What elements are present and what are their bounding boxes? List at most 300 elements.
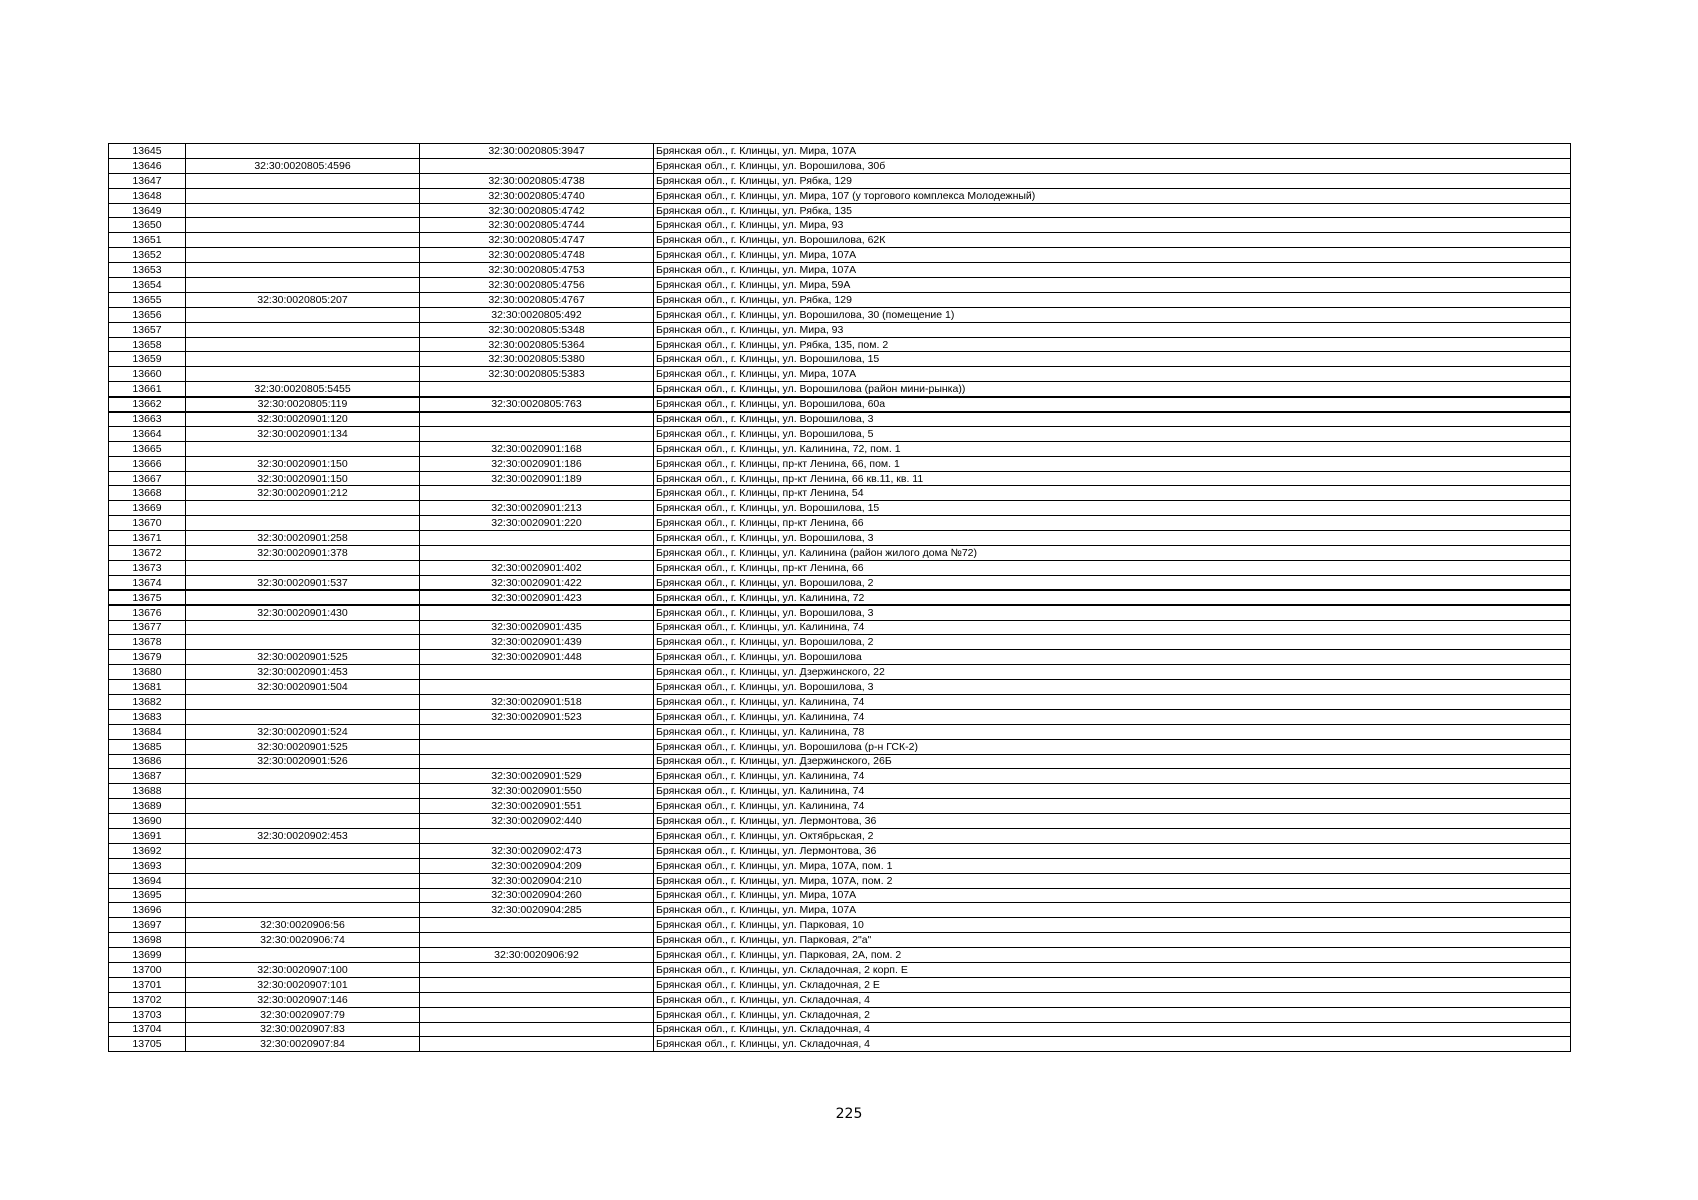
- cadastral-number-cell: [186, 307, 420, 322]
- address-cell: Брянская обл., г. Клинцы, ул. Парковая, 2А, пом. 2: [654, 948, 1571, 963]
- address-cell: Брянская обл., г. Клинцы, ул. Мира, 107А: [654, 144, 1571, 159]
- address-cell: Брянская обл., г. Клинцы, ул. Ворошилова, 60а: [654, 397, 1571, 412]
- row-number-cell: 13658: [109, 337, 186, 352]
- table-row: [109, 799, 1571, 814]
- table-row: [109, 769, 1571, 784]
- cadastral-number-cell: 32:30:0020901:150: [186, 471, 420, 486]
- row-number-cell: 13702: [109, 992, 186, 1007]
- address-cell: Брянская обл., г. Клинцы, ул. Ворошилова (р-н ГСК-2): [654, 739, 1571, 754]
- address-cell: Брянская обл., г. Клинцы, ул. Калинина, 72, пом. 1: [654, 441, 1571, 456]
- table-row: [109, 471, 1571, 486]
- row-number-cell: 13687: [109, 769, 186, 784]
- address-cell: Брянская обл., г. Клинцы, ул. Ворошилова, 62К: [654, 233, 1571, 248]
- object-cadastral-number-cell: 32:30:0020805:5364: [420, 337, 654, 352]
- table-row: [109, 441, 1571, 456]
- object-cadastral-number-cell: [420, 828, 654, 843]
- table-row: [109, 456, 1571, 471]
- row-number-cell: 13652: [109, 248, 186, 263]
- address-cell: Брянская обл., г. Клинцы, ул. Складочная, 4: [654, 992, 1571, 1007]
- address-cell: Брянская обл., г. Клинцы, ул. Мира, 107А: [654, 367, 1571, 382]
- object-cadastral-number-cell: 32:30:0020805:3947: [420, 144, 654, 159]
- row-number-cell: 13685: [109, 739, 186, 754]
- table-row: [109, 337, 1571, 352]
- cadastral-number-cell: [186, 843, 420, 858]
- row-number-cell: 13661: [109, 382, 186, 397]
- row-number-cell: 13677: [109, 620, 186, 635]
- address-cell: Брянская обл., г. Клинцы, ул. Калинина, 74: [654, 799, 1571, 814]
- page-number: 225: [835, 1106, 863, 1122]
- row-number-cell: 13670: [109, 516, 186, 531]
- address-cell: Брянская обл., г. Клинцы, ул. Парковая, 10: [654, 918, 1571, 933]
- cadastral-number-cell: 32:30:0020907:83: [186, 1022, 420, 1037]
- object-cadastral-number-cell: 32:30:0020902:440: [420, 814, 654, 829]
- object-cadastral-number-cell: 32:30:0020901:448: [420, 650, 654, 665]
- address-cell: Брянская обл., г. Клинцы, ул. Складочная, 2 корп. Е: [654, 962, 1571, 977]
- address-cell: Брянская обл., г. Клинцы, ул. Мира, 107А: [654, 263, 1571, 278]
- row-number-cell: 13655: [109, 292, 186, 307]
- table-row: [109, 233, 1571, 248]
- row-number-cell: 13668: [109, 486, 186, 501]
- table-row: [109, 873, 1571, 888]
- table-row: [109, 278, 1571, 293]
- address-cell: Брянская обл., г. Клинцы, ул. Ворошилова, 15: [654, 501, 1571, 516]
- cadastral-number-cell: 32:30:0020902:453: [186, 828, 420, 843]
- object-cadastral-number-cell: [420, 933, 654, 948]
- object-cadastral-number-cell: 32:30:0020805:4748: [420, 248, 654, 263]
- table-row: [109, 635, 1571, 650]
- row-number-cell: 13646: [109, 158, 186, 173]
- table-row: [109, 918, 1571, 933]
- address-cell: Брянская обл., г. Клинцы, ул. Мира, 107А: [654, 248, 1571, 263]
- table-row: [109, 814, 1571, 829]
- address-cell: Брянская обл., г. Клинцы, ул. Мира, 107А: [654, 888, 1571, 903]
- object-cadastral-number-cell: 32:30:0020805:763: [420, 397, 654, 412]
- address-cell: Брянская обл., г. Клинцы, ул. Мира, 107А: [654, 903, 1571, 918]
- address-cell: Брянская обл., г. Клинцы, ул. Мира, 59А: [654, 278, 1571, 293]
- cadastral-number-cell: [186, 233, 420, 248]
- cadastral-number-cell: [186, 709, 420, 724]
- row-number-cell: 13645: [109, 144, 186, 159]
- row-number-cell: 13705: [109, 1037, 186, 1052]
- row-number-cell: 13663: [109, 412, 186, 427]
- address-cell: Брянская обл., г. Клинцы, ул. Ворошилова, 3: [654, 605, 1571, 620]
- address-cell: Брянская обл., г. Клинцы, пр-кт Ленина, 66 кв.11, кв. 11: [654, 471, 1571, 486]
- cadastral-number-cell: [186, 635, 420, 650]
- table-row: [109, 590, 1571, 605]
- object-cadastral-number-cell: 32:30:0020805:4740: [420, 188, 654, 203]
- table-row: [109, 173, 1571, 188]
- cadastral-number-cell: 32:30:0020901:150: [186, 456, 420, 471]
- object-cadastral-number-cell: [420, 680, 654, 695]
- row-number-cell: 13660: [109, 367, 186, 382]
- object-cadastral-number-cell: 32:30:0020901:402: [420, 560, 654, 575]
- cadastral-number-cell: [186, 367, 420, 382]
- object-cadastral-number-cell: [420, 918, 654, 933]
- address-cell: Брянская обл., г. Клинцы, ул. Лермонтова, 36: [654, 814, 1571, 829]
- address-cell: Брянская обл., г. Клинцы, ул. Калинина, 72: [654, 590, 1571, 605]
- address-cell: Брянская обл., г. Клинцы, ул. Ворошилова, 3: [654, 680, 1571, 695]
- cadastral-number-cell: [186, 337, 420, 352]
- table-row: [109, 144, 1571, 159]
- address-cell: Брянская обл., г. Клинцы, ул. Рябка, 129: [654, 292, 1571, 307]
- address-cell: Брянская обл., г. Клинцы, ул. Мира, 93: [654, 322, 1571, 337]
- table-row: [109, 322, 1571, 337]
- table-row: [109, 680, 1571, 695]
- table-row: [109, 188, 1571, 203]
- address-cell: Брянская обл., г. Клинцы, ул. Калинина (район жилого дома №72): [654, 546, 1571, 561]
- row-number-cell: 13697: [109, 918, 186, 933]
- row-number-cell: 13676: [109, 605, 186, 620]
- object-cadastral-number-cell: [420, 531, 654, 546]
- object-cadastral-number-cell: 32:30:0020901:523: [420, 709, 654, 724]
- row-number-cell: 13678: [109, 635, 186, 650]
- object-cadastral-number-cell: 32:30:0020904:209: [420, 858, 654, 873]
- table-row: [109, 724, 1571, 739]
- row-number-cell: 13665: [109, 441, 186, 456]
- object-cadastral-number-cell: 32:30:0020901:186: [420, 456, 654, 471]
- row-number-cell: 13669: [109, 501, 186, 516]
- table-row: [109, 263, 1571, 278]
- object-cadastral-number-cell: 32:30:0020901:213: [420, 501, 654, 516]
- table-row: [109, 903, 1571, 918]
- row-number-cell: 13672: [109, 546, 186, 561]
- address-cell: Брянская обл., г. Клинцы, ул. Ворошилова, 2: [654, 575, 1571, 590]
- cadastral-number-cell: 32:30:0020901:524: [186, 724, 420, 739]
- table-row: [109, 546, 1571, 561]
- address-cell: Брянская обл., г. Клинцы, ул. Мира, 107 (у торгового комплекса Молодежный): [654, 188, 1571, 203]
- row-number-cell: 13696: [109, 903, 186, 918]
- row-number-cell: 13657: [109, 322, 186, 337]
- row-number-cell: 13688: [109, 784, 186, 799]
- cadastral-number-cell: 32:30:0020901:378: [186, 546, 420, 561]
- row-number-cell: 13703: [109, 1007, 186, 1022]
- row-number-cell: 13683: [109, 709, 186, 724]
- object-cadastral-number-cell: 32:30:0020901:439: [420, 635, 654, 650]
- address-cell: Брянская обл., г. Клинцы, ул. Ворошилова, 30б: [654, 158, 1571, 173]
- table-row: [109, 307, 1571, 322]
- address-cell: Брянская обл., г. Клинцы, ул. Ворошилова, 30 (помещение 1): [654, 307, 1571, 322]
- cadastral-number-cell: [186, 560, 420, 575]
- address-cell: Брянская обл., г. Клинцы, ул. Калинина, 74: [654, 784, 1571, 799]
- object-cadastral-number-cell: 32:30:0020805:4742: [420, 203, 654, 218]
- cadastral-number-cell: [186, 903, 420, 918]
- table-row: [109, 382, 1571, 397]
- object-cadastral-number-cell: 32:30:0020901:518: [420, 694, 654, 709]
- table-row: [109, 754, 1571, 769]
- object-cadastral-number-cell: [420, 412, 654, 427]
- cadastral-number-cell: 32:30:0020901:526: [186, 754, 420, 769]
- row-number-cell: 13700: [109, 962, 186, 977]
- table-row: [109, 620, 1571, 635]
- row-number-cell: 13651: [109, 233, 186, 248]
- object-cadastral-number-cell: [420, 382, 654, 397]
- table-row: [109, 828, 1571, 843]
- cadastral-number-cell: [186, 948, 420, 963]
- object-cadastral-number-cell: 32:30:0020906:92: [420, 948, 654, 963]
- row-number-cell: 13679: [109, 650, 186, 665]
- address-cell: Брянская обл., г. Клинцы, пр-кт Ленина, 66, пом. 1: [654, 456, 1571, 471]
- table-row: [109, 992, 1571, 1007]
- address-cell: Брянская обл., г. Клинцы, ул. Рябка, 135: [654, 203, 1571, 218]
- cadastral-table: [108, 143, 1571, 1052]
- cadastral-number-cell: 32:30:0020906:56: [186, 918, 420, 933]
- object-cadastral-number-cell: 32:30:0020904:260: [420, 888, 654, 903]
- table-row: [109, 501, 1571, 516]
- row-number-cell: 13698: [109, 933, 186, 948]
- cadastral-number-cell: [186, 263, 420, 278]
- cadastral-number-cell: 32:30:0020901:430: [186, 605, 420, 620]
- cadastral-number-cell: [186, 590, 420, 605]
- row-number-cell: 13649: [109, 203, 186, 218]
- row-number-cell: 13674: [109, 575, 186, 590]
- table-row: [109, 412, 1571, 427]
- address-cell: Брянская обл., г. Клинцы, пр-кт Ленина, 66: [654, 516, 1571, 531]
- cadastral-number-cell: 32:30:0020805:119: [186, 397, 420, 412]
- object-cadastral-number-cell: 32:30:0020901:168: [420, 441, 654, 456]
- cadastral-number-cell: 32:30:0020901:504: [186, 680, 420, 695]
- table-row: [109, 1022, 1571, 1037]
- cadastral-number-cell: 32:30:0020805:5455: [186, 382, 420, 397]
- object-cadastral-number-cell: [420, 962, 654, 977]
- table-row: [109, 843, 1571, 858]
- object-cadastral-number-cell: 32:30:0020805:4767: [420, 292, 654, 307]
- cadastral-number-cell: 32:30:0020907:101: [186, 977, 420, 992]
- address-cell: Брянская обл., г. Клинцы, пр-кт Ленина, 66: [654, 560, 1571, 575]
- row-number-cell: 13662: [109, 397, 186, 412]
- cadastral-number-cell: [186, 858, 420, 873]
- table-row: [109, 516, 1571, 531]
- address-cell: Брянская обл., г. Клинцы, ул. Лермонтова, 36: [654, 843, 1571, 858]
- object-cadastral-number-cell: [420, 605, 654, 620]
- object-cadastral-number-cell: 32:30:0020901:529: [420, 769, 654, 784]
- cadastral-number-cell: [186, 218, 420, 233]
- cadastral-number-cell: [186, 814, 420, 829]
- object-cadastral-number-cell: [420, 1022, 654, 1037]
- row-number-cell: 13690: [109, 814, 186, 829]
- address-cell: Брянская обл., г. Клинцы, ул. Калинина, 74: [654, 709, 1571, 724]
- table-row: [109, 694, 1571, 709]
- cadastral-number-cell: 32:30:0020907:100: [186, 962, 420, 977]
- table-row: [109, 933, 1571, 948]
- row-number-cell: 13701: [109, 977, 186, 992]
- cadastral-number-cell: 32:30:0020907:84: [186, 1037, 420, 1052]
- row-number-cell: 13681: [109, 680, 186, 695]
- cadastral-number-cell: [186, 888, 420, 903]
- cadastral-number-cell: 32:30:0020901:537: [186, 575, 420, 590]
- table-row: [109, 352, 1571, 367]
- address-cell: Брянская обл., г. Клинцы, ул. Дзержинского, 22: [654, 665, 1571, 680]
- object-cadastral-number-cell: [420, 546, 654, 561]
- object-cadastral-number-cell: 32:30:0020904:285: [420, 903, 654, 918]
- table-row: [109, 397, 1571, 412]
- object-cadastral-number-cell: [420, 486, 654, 501]
- object-cadastral-number-cell: 32:30:0020901:220: [420, 516, 654, 531]
- address-cell: Брянская обл., г. Клинцы, ул. Калинина, 74: [654, 620, 1571, 635]
- row-number-cell: 13675: [109, 590, 186, 605]
- address-cell: Брянская обл., г. Клинцы, ул. Калинина, 74: [654, 694, 1571, 709]
- object-cadastral-number-cell: 32:30:0020901:423: [420, 590, 654, 605]
- address-cell: Брянская обл., г. Клинцы, ул. Мира, 107А, пом. 1: [654, 858, 1571, 873]
- row-number-cell: 13666: [109, 456, 186, 471]
- cadastral-number-cell: [186, 784, 420, 799]
- cadastral-number-cell: 32:30:0020805:207: [186, 292, 420, 307]
- table-row: [109, 1007, 1571, 1022]
- row-number-cell: 13689: [109, 799, 186, 814]
- object-cadastral-number-cell: [420, 1037, 654, 1052]
- cadastral-number-cell: [186, 769, 420, 784]
- cadastral-number-cell: 32:30:0020906:74: [186, 933, 420, 948]
- table-row: [109, 665, 1571, 680]
- address-cell: Брянская обл., г. Клинцы, ул. Калинина, 74: [654, 769, 1571, 784]
- row-number-cell: 13647: [109, 173, 186, 188]
- cadastral-number-cell: [186, 352, 420, 367]
- object-cadastral-number-cell: [420, 158, 654, 173]
- object-cadastral-number-cell: 32:30:0020901:422: [420, 575, 654, 590]
- row-number-cell: 13686: [109, 754, 186, 769]
- address-cell: Брянская обл., г. Клинцы, ул. Складочная, 2: [654, 1007, 1571, 1022]
- row-number-cell: 13653: [109, 263, 186, 278]
- object-cadastral-number-cell: 32:30:0020805:4756: [420, 278, 654, 293]
- object-cadastral-number-cell: 32:30:0020904:210: [420, 873, 654, 888]
- object-cadastral-number-cell: 32:30:0020805:4738: [420, 173, 654, 188]
- object-cadastral-number-cell: [420, 426, 654, 441]
- cadastral-number-cell: [186, 516, 420, 531]
- table-row: [109, 977, 1571, 992]
- row-number-cell: 13659: [109, 352, 186, 367]
- address-cell: Брянская обл., г. Клинцы, ул. Ворошилова, 2: [654, 635, 1571, 650]
- table-row: [109, 948, 1571, 963]
- row-number-cell: 13680: [109, 665, 186, 680]
- address-cell: Брянская обл., г. Клинцы, ул. Калинина, 78: [654, 724, 1571, 739]
- table-row: [109, 486, 1571, 501]
- table-row: [109, 218, 1571, 233]
- cadastral-number-cell: [186, 620, 420, 635]
- cadastral-number-cell: 32:30:0020901:453: [186, 665, 420, 680]
- row-number-cell: 13682: [109, 694, 186, 709]
- table-row: [109, 888, 1571, 903]
- table-row: [109, 709, 1571, 724]
- address-cell: Брянская обл., г. Клинцы, ул. Рябка, 135, пом. 2: [654, 337, 1571, 352]
- row-number-cell: 13704: [109, 1022, 186, 1037]
- cadastral-number-cell: [186, 799, 420, 814]
- address-cell: Брянская обл., г. Клинцы, ул. Мира, 93: [654, 218, 1571, 233]
- object-cadastral-number-cell: [420, 977, 654, 992]
- object-cadastral-number-cell: 32:30:0020805:5348: [420, 322, 654, 337]
- table-row: [109, 203, 1571, 218]
- object-cadastral-number-cell: 32:30:0020901:551: [420, 799, 654, 814]
- table-row: [109, 784, 1571, 799]
- cadastral-number-cell: [186, 278, 420, 293]
- cadastral-number-cell: 32:30:0020805:4596: [186, 158, 420, 173]
- cadastral-number-cell: [186, 203, 420, 218]
- table-row: [109, 292, 1571, 307]
- table-row: [109, 739, 1571, 754]
- cadastral-number-cell: [186, 501, 420, 516]
- row-number-cell: 13656: [109, 307, 186, 322]
- address-cell: Брянская обл., г. Клинцы, ул. Ворошилова, 5: [654, 426, 1571, 441]
- cadastral-number-cell: 32:30:0020901:258: [186, 531, 420, 546]
- row-number-cell: 13654: [109, 278, 186, 293]
- object-cadastral-number-cell: [420, 724, 654, 739]
- row-number-cell: 13695: [109, 888, 186, 903]
- row-number-cell: 13671: [109, 531, 186, 546]
- row-number-cell: 13650: [109, 218, 186, 233]
- row-number-cell: 13667: [109, 471, 186, 486]
- address-cell: Брянская обл., г. Клинцы, ул. Складочная, 4: [654, 1022, 1571, 1037]
- table-row: [109, 962, 1571, 977]
- row-number-cell: 13673: [109, 560, 186, 575]
- table-row: [109, 1037, 1571, 1052]
- table-row: [109, 560, 1571, 575]
- cadastral-number-cell: 32:30:0020907:146: [186, 992, 420, 1007]
- object-cadastral-number-cell: [420, 1007, 654, 1022]
- table-row: [109, 367, 1571, 382]
- cadastral-number-cell: 32:30:0020901:525: [186, 739, 420, 754]
- table-row: [109, 605, 1571, 620]
- object-cadastral-number-cell: 32:30:0020901:550: [420, 784, 654, 799]
- row-number-cell: 13684: [109, 724, 186, 739]
- cadastral-number-cell: [186, 694, 420, 709]
- cadastral-number-cell: [186, 441, 420, 456]
- address-cell: Брянская обл., г. Клинцы, ул. Ворошилова, 15: [654, 352, 1571, 367]
- object-cadastral-number-cell: 32:30:0020805:4744: [420, 218, 654, 233]
- address-cell: Брянская обл., г. Клинцы, ул. Парковая, 2"а": [654, 933, 1571, 948]
- address-cell: Брянская обл., г. Клинцы, ул. Складочная, 4: [654, 1037, 1571, 1052]
- object-cadastral-number-cell: 32:30:0020901:435: [420, 620, 654, 635]
- cadastral-number-cell: 32:30:0020901:134: [186, 426, 420, 441]
- table-row: [109, 858, 1571, 873]
- row-number-cell: 13694: [109, 873, 186, 888]
- cadastral-number-cell: [186, 248, 420, 263]
- table-row: [109, 158, 1571, 173]
- address-cell: Брянская обл., г. Клинцы, ул. Ворошилова (район мини-рынка)): [654, 382, 1571, 397]
- table-row: [109, 426, 1571, 441]
- row-number-cell: 13648: [109, 188, 186, 203]
- address-cell: Брянская обл., г. Клинцы, ул. Дзержинского, 26Б: [654, 754, 1571, 769]
- row-number-cell: 13692: [109, 843, 186, 858]
- object-cadastral-number-cell: 32:30:0020901:189: [420, 471, 654, 486]
- object-cadastral-number-cell: 32:30:0020805:5383: [420, 367, 654, 382]
- row-number-cell: 13693: [109, 858, 186, 873]
- object-cadastral-number-cell: [420, 739, 654, 754]
- row-number-cell: 13664: [109, 426, 186, 441]
- cadastral-number-cell: 32:30:0020901:525: [186, 650, 420, 665]
- address-cell: Брянская обл., г. Клинцы, ул. Складочная, 2 Е: [654, 977, 1571, 992]
- object-cadastral-number-cell: 32:30:0020805:4753: [420, 263, 654, 278]
- table-row: [109, 650, 1571, 665]
- cadastral-number-cell: [186, 188, 420, 203]
- cadastral-number-cell: 32:30:0020901:120: [186, 412, 420, 427]
- table-row: [109, 531, 1571, 546]
- address-cell: Брянская обл., г. Клинцы, ул. Ворошилова: [654, 650, 1571, 665]
- table-row: [109, 248, 1571, 263]
- cadastral-number-cell: [186, 322, 420, 337]
- table-row: [109, 575, 1571, 590]
- object-cadastral-number-cell: [420, 754, 654, 769]
- row-number-cell: 13699: [109, 948, 186, 963]
- address-cell: Брянская обл., г. Клинцы, ул. Мира, 107А, пом. 2: [654, 873, 1571, 888]
- row-number-cell: 13691: [109, 828, 186, 843]
- cadastral-number-cell: [186, 144, 420, 159]
- cadastral-number-cell: 32:30:0020901:212: [186, 486, 420, 501]
- address-cell: Брянская обл., г. Клинцы, ул. Ворошилова, 3: [654, 412, 1571, 427]
- table-body: [109, 144, 1571, 1052]
- object-cadastral-number-cell: 32:30:0020902:473: [420, 843, 654, 858]
- object-cadastral-number-cell: [420, 992, 654, 1007]
- object-cadastral-number-cell: 32:30:0020805:492: [420, 307, 654, 322]
- cadastral-number-cell: [186, 873, 420, 888]
- object-cadastral-number-cell: [420, 665, 654, 680]
